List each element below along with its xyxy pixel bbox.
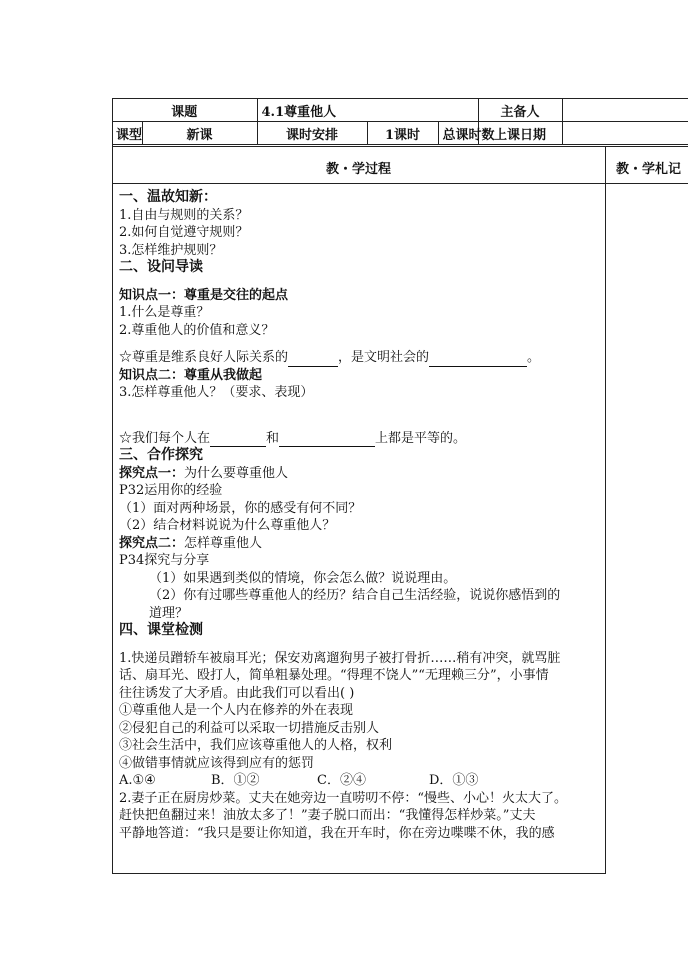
choice-a: A.①④ (119, 773, 156, 788)
kp1-fill-text-a: ☆尊重是维系良好人际关系的 (119, 350, 289, 365)
knowledge-point-1-title: 知识点一：尊重是交往的起点 (119, 287, 289, 303)
test-1-line-3: 往往诱发了大矛盾。由此我们可以看出( ) (119, 685, 355, 701)
section-3-title: 三、合作探究 (119, 447, 203, 463)
choice-b: B．①② (211, 773, 260, 788)
section-2-title: 二、设问导读 (119, 259, 203, 275)
section-header-rule (112, 183, 688, 184)
explore-2-question-2: （2）你有过哪些尊重他人的经历？结合自己生活经验，说说你感悟到的 (149, 588, 561, 603)
explore-2-text: 怎样尊重他人 (184, 535, 263, 551)
bottom-rule (112, 873, 606, 874)
preparer-value (562, 99, 688, 122)
blank-3 (210, 433, 266, 447)
review-question-3: 3.怎样维护规则？ (119, 242, 223, 258)
lesson-content (119, 189, 599, 842)
header-bottom-rule (112, 146, 688, 147)
explore-1-text: 为什么要尊重他人 (184, 465, 289, 481)
section-1-title: 一、温故知新： (119, 189, 217, 205)
explore-2-question-2-cont: 道理？ (149, 605, 189, 621)
date-label: 上课日期 (478, 122, 562, 145)
test-1-option-4: ④做错事情就应该得到应有的惩罚 (119, 755, 315, 771)
topic-value: 4.1尊重他人 (257, 99, 478, 122)
blank-1 (288, 353, 338, 367)
test-1-option-1: ①尊重他人是一个人内在修养的外在表现 (119, 703, 354, 718)
schedule-value: 1课时 (367, 122, 438, 145)
test-2-line-2: 赶快把鱼翻过来！油放太多了！”妻子脱口而出：“我懂得怎样炒菜。”丈夫 (119, 808, 536, 823)
kp1-fill-blank (119, 349, 599, 367)
type-label: 课型 (112, 122, 142, 145)
test-2-line-3: 平静地答道：“我只是要让你知道，我在开车时，你在旁边喋喋不休，我的感 (119, 825, 555, 841)
section-4-title: 四、课堂检测 (119, 622, 203, 638)
schedule-label: 课时安排 (257, 122, 367, 145)
notes-title: 教・学札记 (616, 162, 682, 177)
review-question-1: 1.自由与规则的关系？ (119, 207, 249, 223)
test-1-line-1: 1.快递员蹭轿车被扇耳光；保安劝离遛狗男子被打骨折……稍有冲突，就骂脏 (119, 650, 561, 666)
kp2-question-3: 3.怎样尊重他人？（要求、表现） (119, 385, 314, 400)
total-label: 总课时数 (438, 122, 478, 145)
review-question-2: 2.如何自觉遵守规则？ (119, 225, 249, 240)
test-1-option-3: ③社会生活中，我们应该尊重他人的人格，权利 (119, 738, 393, 753)
type-value: 新课 (142, 122, 257, 145)
explore-1-reference: P32运用你的经验 (119, 483, 223, 498)
preparer-label: 主备人 (478, 99, 562, 122)
process-title: 教・学过程 (325, 162, 391, 177)
explore-1-question-1: （1）面对两种场景，你的感受有何不同？ (119, 500, 362, 516)
left-rule (112, 98, 113, 874)
kp1-fill-text-b: ，是文明社会的 (338, 350, 430, 365)
explore-2-label: 探究点二： (119, 535, 185, 551)
test-2-line-1: 2.妻子正在厨房炒菜。丈夫在她旁边一直唠叨不停：“慢些、小心！火太大了。 (119, 790, 568, 806)
top-rule (112, 98, 688, 99)
kp1-question-1: 1.什么是尊重？ (119, 305, 210, 320)
explore-2-question-1: （1）如果遇到类似的情境，你会怎么做？说说理由。 (149, 570, 457, 586)
explore-1-question-2: （2）结合材料说说为什么尊重他人？ (119, 518, 336, 533)
kp2-fill-blank (119, 430, 599, 448)
kp2-fill-text-b: 和 (266, 430, 280, 446)
kp2-fill-text-c: 上都是平等的。 (375, 430, 467, 446)
topic-label: 课题 (112, 99, 257, 122)
test-1-option-2: ②侵犯自己的利益可以采取一切措施反击别人 (119, 720, 380, 736)
test-1-choices (119, 772, 599, 790)
date-value (562, 122, 688, 145)
kp1-question-2: 2.尊重他人的价值和意义？ (119, 322, 275, 338)
blank-4 (279, 433, 375, 447)
test-1-line-2: 话、扇耳光、殴打人，简单粗暴处理。“得理不饶人”“无理赖三分”，小事情 (119, 668, 549, 683)
explore-2-reference: P34探究与分享 (119, 553, 210, 568)
choice-c: C．②④ (317, 773, 366, 788)
kp1-fill-text-c: 。 (527, 350, 541, 365)
header-table (112, 98, 688, 145)
choice-d: D．①③ (429, 773, 479, 788)
kp2-fill-text-a: ☆我们每个人在 (119, 430, 211, 446)
blank-2 (429, 353, 527, 367)
notes-column-rule (605, 146, 606, 874)
knowledge-point-2-title: 知识点二：尊重从我做起 (119, 367, 263, 383)
explore-1-label: 探究点一： (119, 465, 185, 481)
